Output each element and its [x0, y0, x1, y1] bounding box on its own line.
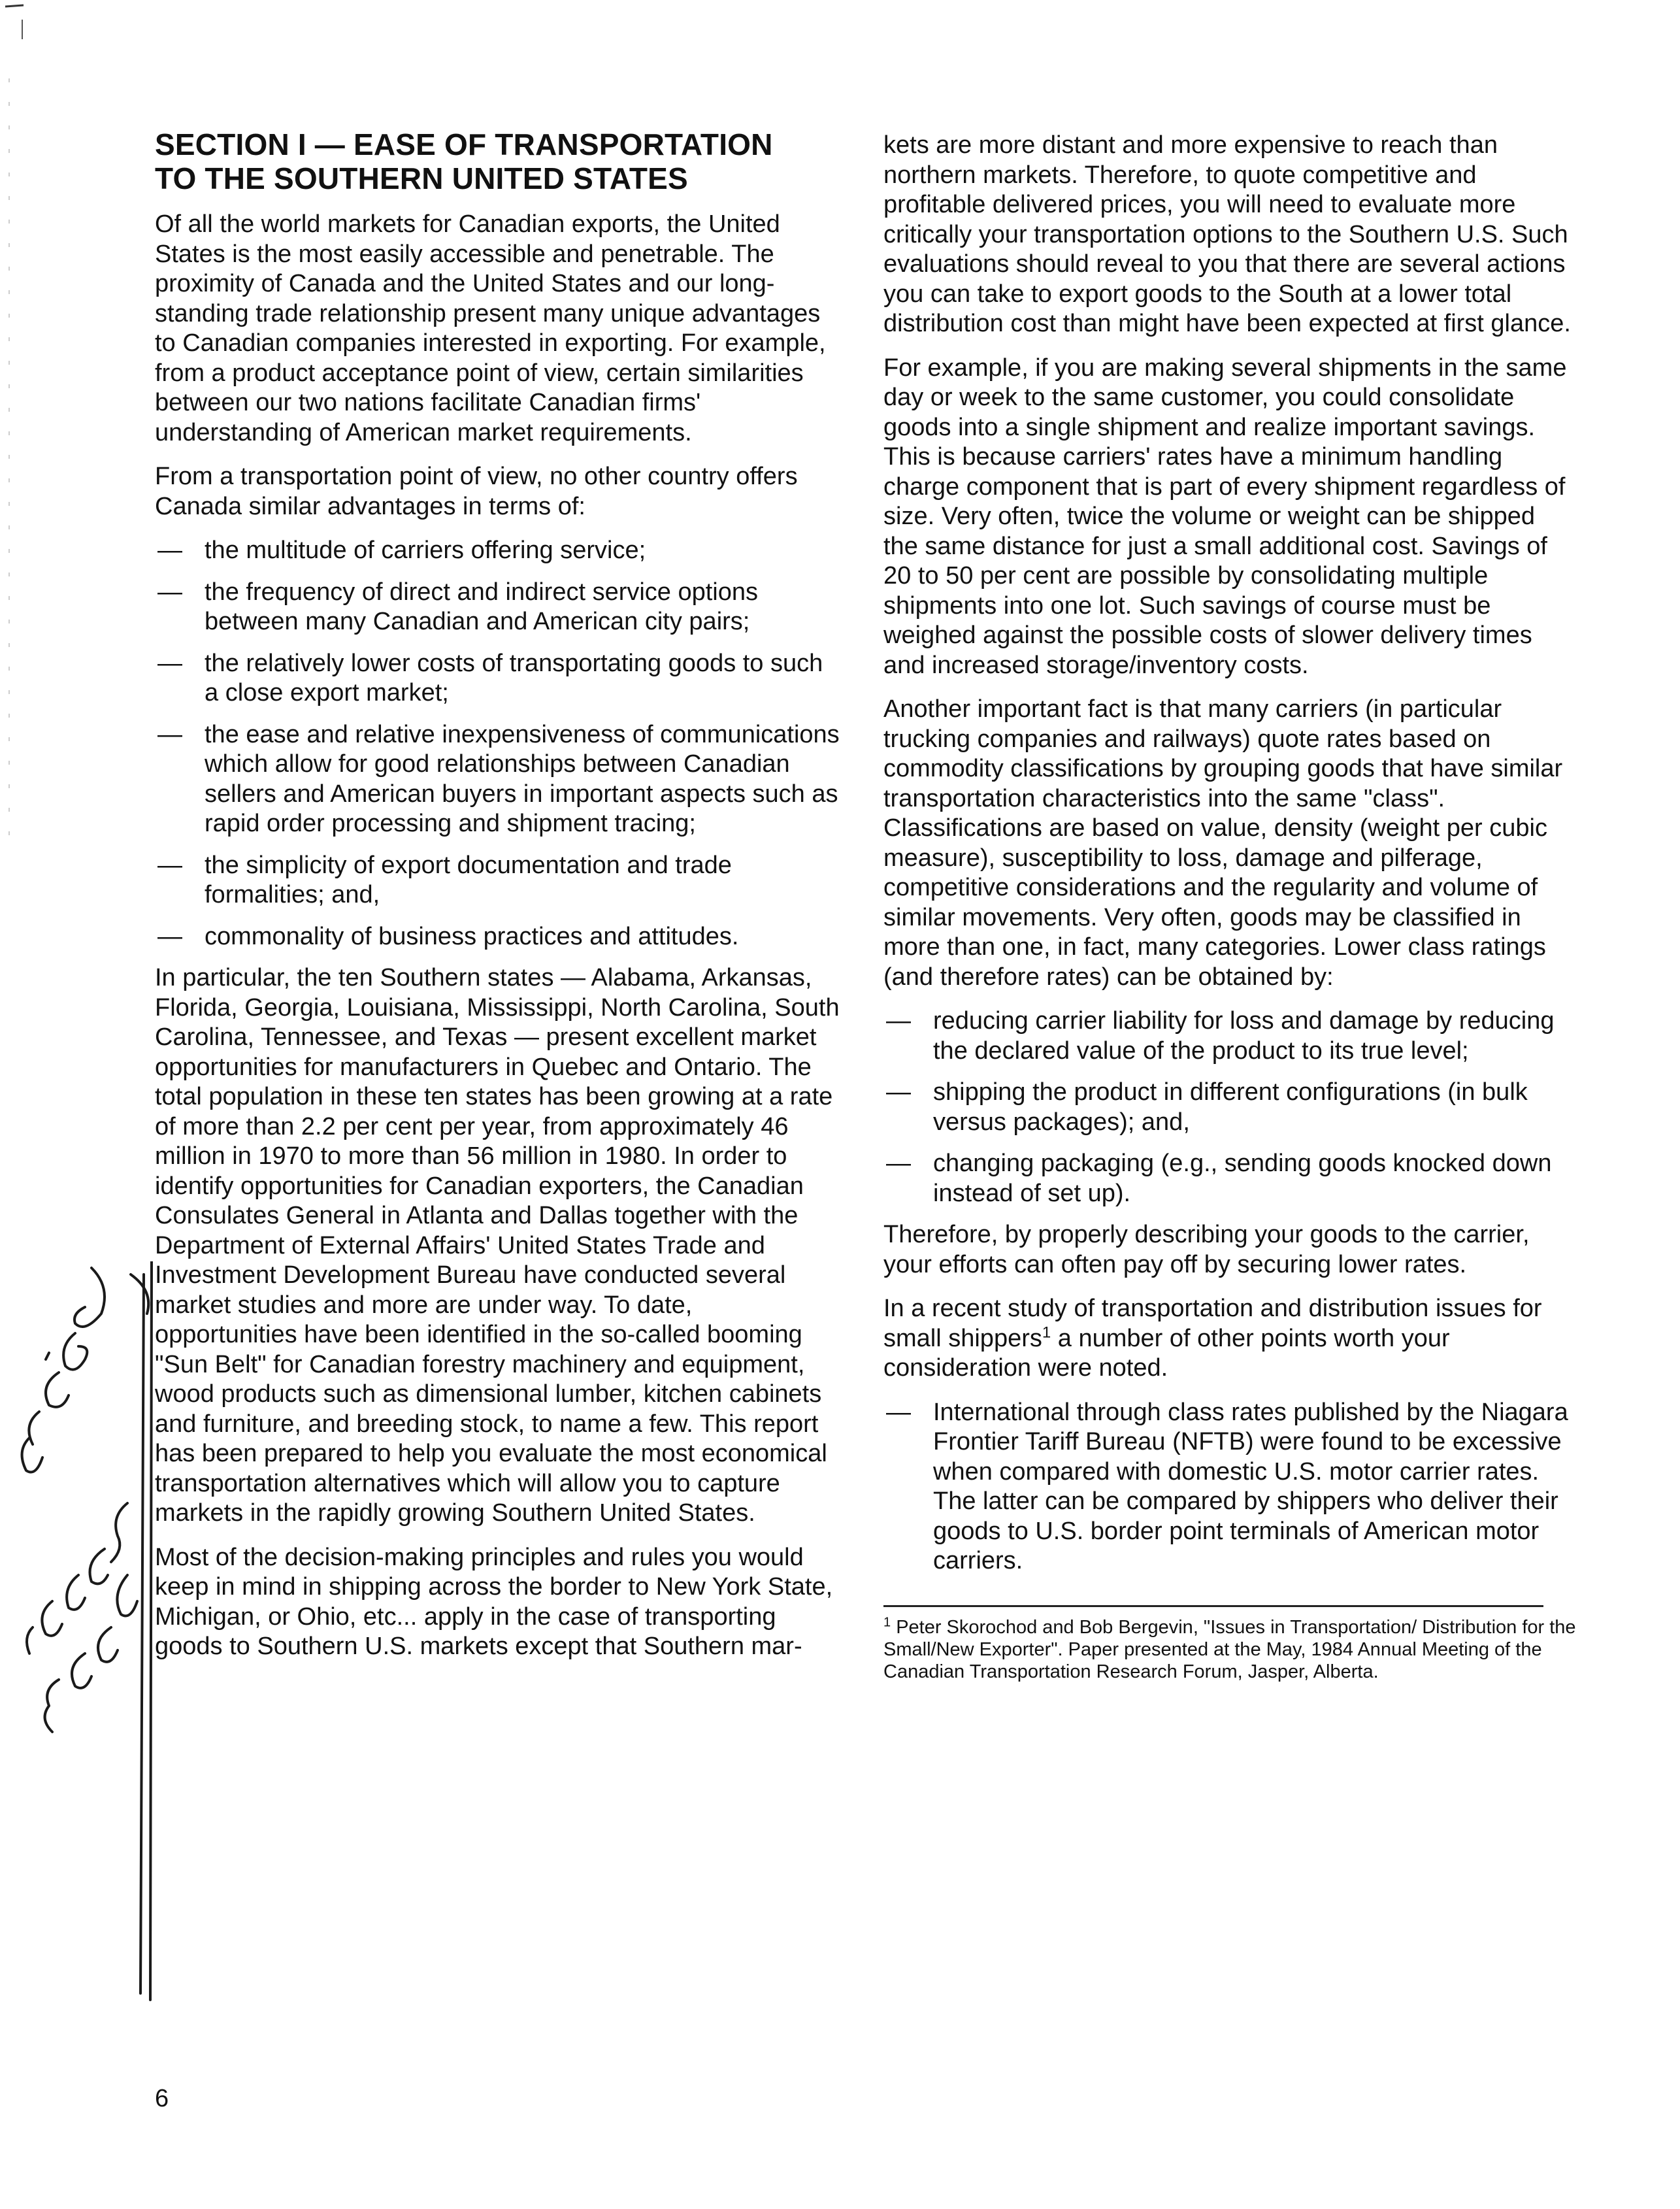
section-heading	[155, 127, 841, 195]
list-item-text: commonality of business practices and attitudes.	[205, 922, 739, 950]
consolidation-paragraph: For example, if you are making several shipments in the same day or week to the same customer, you could consolidate goods into a single shipment and realize important savings. This is because carriers' rates have a minimum handling charge component that is part of every shipment regardless of size. Very often, twice the volume or weight can be shipped the same distance for just a small additional cost. Savings of 20 to 50 per cent are possible by consolidating multiple shipments into one lot. Such savings of course must be weighed against the possible costs of slower delivery times and increased storage/inventory costs.	[883, 354, 1567, 679]
dash-marker: —	[157, 649, 182, 677]
dash-marker: —	[157, 720, 182, 748]
southern-states-paragraph: In particular, the ten Southern states — Alabama, Arkansas, Florida, Georgia, Louisiana, Mississippi, North Carolina, South Carolina, Tennessee, and Texas — present excellent market opportunities for manufacturers in Quebec and Ontario. The total population in these ten states has been growing at a rate of more than 2.2 per cent per year, from approximately 46 million in 1970 to more than 56 million in 1980. In order to identify opportunities for Canadian exporters, the Canadian Consulates General in Atlanta and Dallas together with the Department of External Affairs' United States Trade and Investment Development Bureau have conducted several market studies and more are under way. To date, opportunities have been identified in the so-called booming "Sun Belt" for Canadian forestry machinery and equipment, wood products such as dimensional lumber, kitchen cabinets and furniture, and breeding stock, to name a few. This report has been prepared to help you evaluate the most economical transportation alternatives which will allow you to capture markets in the rapidly growing Southern United States.	[155, 964, 840, 1527]
footnote-text: Peter Skorochod and Bob Bergevin, "Issues in Transportation/ Distribution for the Small/New Exporter". Paper presented at the May, 1984 Annual Meeting of the Canadian Transportation Research Forum, Jasper, Alberta.	[883, 1616, 1576, 1682]
right-column	[883, 131, 1576, 1683]
study-points-list	[883, 1398, 1576, 1576]
recent-study-text-start: In a recent study of transportation and distribution issues for small shippers	[883, 1295, 1542, 1352]
footnote-divider	[883, 1605, 1543, 1607]
list-item-text: shipping the product in different configurations (in bulk versus packages); and,	[933, 1078, 1528, 1136]
list-item	[883, 1149, 1576, 1208]
advantages-list	[155, 536, 841, 952]
dash-marker: —	[886, 1398, 911, 1426]
list-item	[155, 922, 841, 952]
list-item-text: the ease and relative inexpensiveness of communications which allow for good relationships between Canadian sellers and American buyers in important aspects such as rapid order processing and shipment tracing;	[205, 720, 840, 837]
intro-paragraph: Of all the world markets for Canadian exports, the United States is the most easily accessible and penetrable. The proximity of Canada and the United States and our long-standing trade relationship present many unique advantages to Canadian companies interested in exporting. For example, from a product acceptance point of view, certain similarities between our two nations facilitate Canadian firms' understanding of American market requirements.	[155, 210, 826, 446]
list-item-text: the simplicity of export documentation and trade formalities; and,	[205, 851, 732, 908]
dash-marker: —	[157, 537, 182, 564]
footnote	[883, 1616, 1576, 1683]
dash-marker: —	[886, 1150, 911, 1177]
list-item	[155, 851, 841, 910]
recent-study-paragraph	[883, 1294, 1576, 1384]
list-item-text: changing packaging (e.g., sending goods knocked down instead of set up).	[933, 1150, 1552, 1207]
list-item	[883, 1006, 1576, 1066]
section-heading-line-1: SECTION I — EASE OF TRANSPORTATION	[155, 127, 773, 161]
list-item	[155, 720, 841, 839]
dash-marker: —	[157, 922, 182, 950]
list-item	[155, 578, 841, 637]
footnote-reference: 1	[1042, 1323, 1051, 1341]
list-item	[155, 536, 841, 566]
list-item-text: the frequency of direct and indirect service options between many Canadian and American city pairs;	[205, 578, 759, 635]
distance-cost-paragraph: kets are more distant and more expensive to reach than northern markets. Therefore, to quote competitive and profitable delivered prices, you will need to evaluate more critically your transportation options to the Southern U.S. Such evaluations should reveal to you that there are several actions you can take to export goods to the South at a lower total distribution cost than might have been expected at first glance.	[883, 131, 1571, 337]
footnote-number: 1	[883, 1614, 891, 1629]
dash-marker: —	[886, 1007, 911, 1035]
list-item	[883, 1398, 1576, 1576]
decision-principles-paragraph: Most of the decision-making principles and rules you would keep in mind in shipping across the border to New York State, Michigan, or Ohio, etc... apply in the case of transporting goods to Southern U.S. markets except that Southern mar-	[155, 1543, 833, 1660]
list-item-text: the relatively lower costs of transportating goods to such a close export market;	[205, 649, 823, 706]
dash-marker: —	[886, 1078, 911, 1106]
handwritten-annotation	[13, 1261, 163, 2209]
page-number: 6	[155, 2085, 169, 2112]
list-item-text: the multitude of carriers offering service;	[205, 537, 646, 564]
dash-marker: —	[157, 578, 182, 606]
list-item	[155, 649, 841, 708]
recent-study-text-end: a number of other points worth your consideration were noted.	[883, 1324, 1450, 1382]
list-item	[883, 1078, 1576, 1137]
advantages-intro-paragraph: From a transportation point of view, no other country offers Canada similar advantages in terms of:	[155, 463, 798, 520]
list-item-text: reducing carrier liability for loss and damage by reducing the declared value of the product to its true level;	[933, 1007, 1555, 1065]
left-column	[155, 127, 841, 1676]
scan-edge-marks	[4, 0, 30, 915]
classification-paragraph: Another important fact is that many carriers (in particular trucking companies and railways) quote rates based on commodity classifications by grouping goods that have similar transportation characteristics into the same "class". Classifications are based on value, density (weight per cubic measure), susceptibility to loss, damage and pilferage, competitive considerations and the regularity and volume of similar movements. Very often, goods may be classified in more than one, in fact, many categories. Lower class ratings (and therefore rates) can be obtained by:	[883, 695, 1563, 991]
list-item-text: International through class rates published by the Niagara Frontier Tariff Bureau (NFTB) were found to be excessive when compared with domestic U.S. motor carrier rates. The latter can be compared by shippers who deliver their goods to U.S. border point terminals of American motor carriers.	[933, 1398, 1568, 1574]
dash-marker: —	[157, 851, 182, 879]
class-rating-methods-list	[883, 1006, 1576, 1208]
describing-goods-paragraph: Therefore, by properly describing your goods to the carrier, your efforts can often pay off by securing lower rates.	[883, 1221, 1530, 1278]
section-heading-line-2: TO THE SOUTHERN UNITED STATES	[155, 161, 688, 195]
